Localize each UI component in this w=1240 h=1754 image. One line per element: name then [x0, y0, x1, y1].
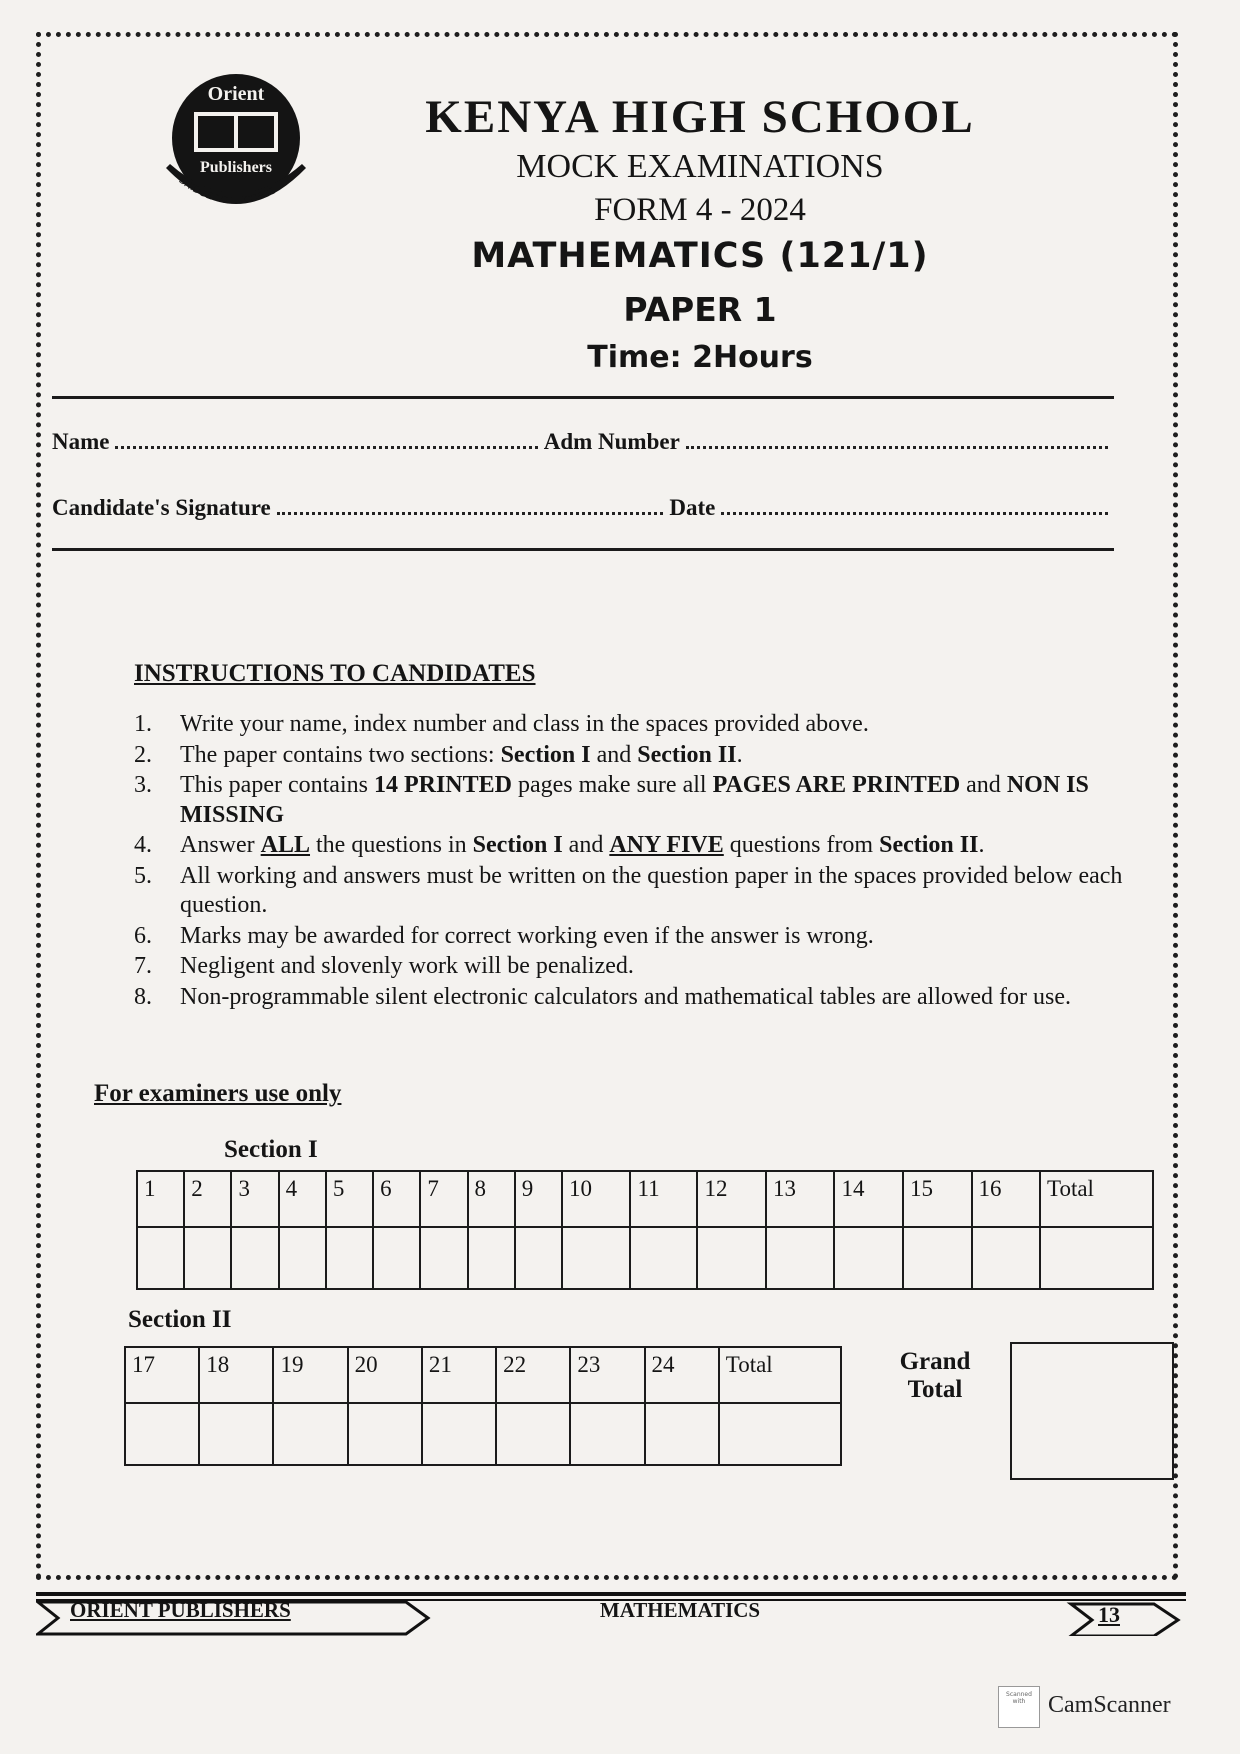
- section1-header-10: 10: [562, 1171, 631, 1227]
- instruction-item: 2. The paper contains two sections: Section I and Section II.: [134, 741, 743, 768]
- instructions-title: INSTRUCTIONS TO CANDIDATES: [134, 660, 536, 687]
- footer-subject: MATHEMATICS: [599, 1598, 761, 1622]
- date-field[interactable]: [721, 494, 1108, 515]
- section1-score-cell-2[interactable]: [184, 1227, 231, 1289]
- section1-header-total: Total: [1040, 1171, 1153, 1227]
- section2-score-cell-20[interactable]: [348, 1403, 422, 1465]
- section1-score-cell-5[interactable]: [326, 1227, 373, 1289]
- divider-bottom: [52, 548, 1114, 551]
- camscanner-watermark: CamScanner: [1048, 1692, 1171, 1718]
- section-2-label: Section II: [128, 1306, 232, 1333]
- name-label: Name: [52, 429, 110, 454]
- section1-header-13: 13: [766, 1171, 835, 1227]
- signature-field[interactable]: [277, 494, 664, 515]
- section1-header-7: 7: [420, 1171, 467, 1227]
- section1-header-4: 4: [279, 1171, 326, 1227]
- section1-header-12: 12: [697, 1171, 766, 1227]
- section2-score-cell-19[interactable]: [273, 1403, 347, 1465]
- section1-score-cell-12[interactable]: [697, 1227, 766, 1289]
- section1-score-cell-11[interactable]: [630, 1227, 697, 1289]
- section2-header-17: 17: [125, 1347, 199, 1403]
- section1-score-cell-8[interactable]: [468, 1227, 515, 1289]
- date-label: Date: [669, 495, 716, 520]
- section1-score-cell-10[interactable]: [562, 1227, 631, 1289]
- subject-title: MATHEMATICS (121/1): [471, 236, 929, 276]
- adm-number-field[interactable]: [686, 428, 1108, 449]
- section2-header-19: 19: [273, 1347, 347, 1403]
- section1-header-8: 8: [468, 1171, 515, 1227]
- section1-score-cell-3[interactable]: [231, 1227, 278, 1289]
- section2-header-23: 23: [570, 1347, 644, 1403]
- section-2-score-table: [124, 1346, 842, 1466]
- section1-header-16: 16: [972, 1171, 1041, 1227]
- school-name: KENYA HIGH SCHOOL: [425, 91, 975, 143]
- page-number: 13: [1098, 1602, 1120, 1627]
- section1-header-14: 14: [834, 1171, 903, 1227]
- instruction-item: 7. Negligent and slovenly work will be penalized.: [134, 953, 634, 979]
- section2-score-cell-21[interactable]: [422, 1403, 496, 1465]
- name-field[interactable]: [115, 428, 537, 449]
- section1-header-9: 9: [515, 1171, 562, 1227]
- section1-header-6: 6: [373, 1171, 420, 1227]
- section2-score-cell-total[interactable]: [719, 1403, 841, 1465]
- section1-score-cell-total[interactable]: [1040, 1227, 1153, 1289]
- section2-score-cell-24[interactable]: [645, 1403, 719, 1465]
- name-adm-row: [52, 428, 1114, 464]
- signature-date-row: [52, 494, 1114, 530]
- time-allowed: Time: 2Hours: [587, 340, 813, 375]
- grand-total-box[interactable]: [1010, 1342, 1174, 1480]
- adm-number-label: Adm Number: [543, 429, 680, 454]
- examiners-title: For examiners use only: [94, 1080, 342, 1107]
- instruction-item: 1. Write your name, index number and class in the spaces provided above.: [134, 711, 869, 737]
- section2-header-20: 20: [348, 1347, 422, 1403]
- svg-text:Orient: Orient: [207, 83, 265, 105]
- svg-text:Publishers: Publishers: [199, 159, 273, 176]
- exam-title: MOCK EXAMINATIONS: [516, 148, 884, 185]
- section1-header-15: 15: [903, 1171, 972, 1227]
- section1-score-cell-14[interactable]: [834, 1227, 903, 1289]
- section1-score-cell-7[interactable]: [420, 1227, 467, 1289]
- section2-header-18: 18: [199, 1347, 273, 1403]
- section2-header-22: 22: [496, 1347, 570, 1403]
- section1-score-cell-13[interactable]: [766, 1227, 835, 1289]
- section2-score-cell-23[interactable]: [570, 1403, 644, 1465]
- section1-header-3: 3: [231, 1171, 278, 1227]
- section1-score-cell-6[interactable]: [373, 1227, 420, 1289]
- section2-header-total: Total: [719, 1347, 841, 1403]
- section1-score-cell-4[interactable]: [279, 1227, 326, 1289]
- grand-total-label: Grand Total: [899, 1348, 971, 1403]
- signature-label: Candidate's Signature: [52, 495, 271, 520]
- form-year: FORM 4 - 2024: [594, 192, 806, 228]
- section2-score-cell-18[interactable]: [199, 1403, 273, 1465]
- orient-publishers-logo: [152, 72, 342, 222]
- instruction-item: 4. Answer ALL the questions in Section I and ANY FIVE questions from Section II.: [134, 832, 985, 858]
- section-1-score-table: [136, 1170, 1154, 1290]
- section1-score-cell-15[interactable]: [903, 1227, 972, 1289]
- section2-score-cell-17[interactable]: [125, 1403, 199, 1465]
- divider-top: [52, 396, 1114, 399]
- section2-score-cell-22[interactable]: [496, 1403, 570, 1465]
- camscanner-icon: Scanned with: [998, 1686, 1040, 1728]
- paper-number: PAPER 1: [623, 290, 777, 329]
- section1-score-cell-1[interactable]: [137, 1227, 184, 1289]
- section1-score-cell-9[interactable]: [515, 1227, 562, 1289]
- instructions-list: [134, 710, 1144, 1013]
- footer-publisher: ORIENT PUBLISHERS: [70, 1598, 291, 1622]
- section1-score-cell-16[interactable]: [972, 1227, 1041, 1289]
- instruction-item: 3. This paper contains 14 PRINTED pages make sure all PAGES ARE PRINTED and NON IS MISSING: [134, 772, 1089, 828]
- svg-text:BRIDGE TO SUCCESS: BRIDGE TO SUCCESS: [176, 174, 278, 207]
- section1-header-2: 2: [184, 1171, 231, 1227]
- instruction-item: 8. Non-programmable silent electronic calculators and mathematical tables are allowed for use.: [134, 983, 1071, 1010]
- instruction-item: 6. Marks may be awarded for correct working even if the answer is wrong.: [134, 922, 874, 949]
- section2-header-24: 24: [645, 1347, 719, 1403]
- section2-header-21: 21: [422, 1347, 496, 1403]
- section-1-label: Section I: [224, 1136, 318, 1163]
- section1-header-5: 5: [326, 1171, 373, 1227]
- section1-header-1: 1: [137, 1171, 184, 1227]
- section1-header-11: 11: [630, 1171, 697, 1227]
- instruction-item: 5. All working and answers must be written on the question paper in the spaces provided below each question.: [134, 862, 1123, 918]
